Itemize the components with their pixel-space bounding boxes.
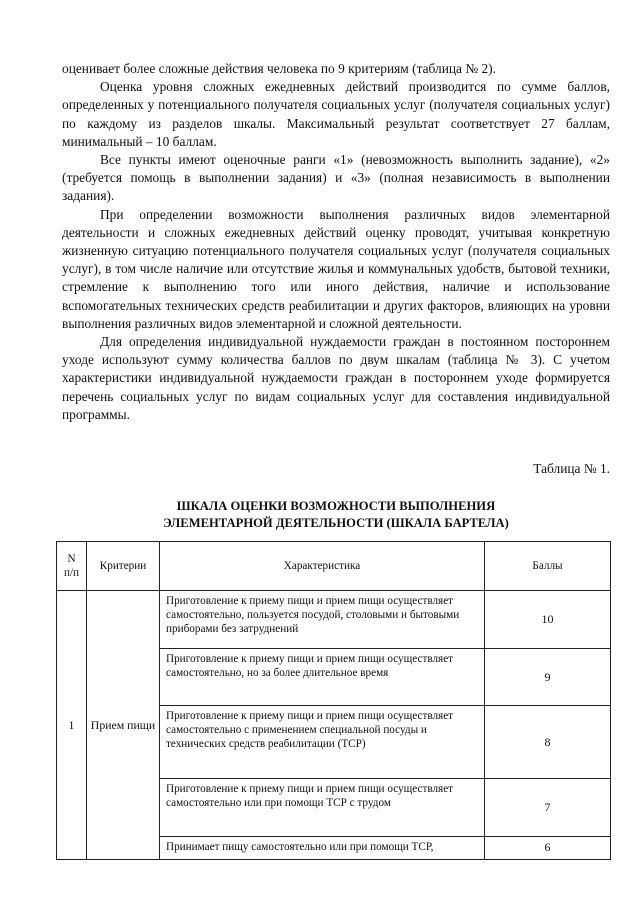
row-points: 8 xyxy=(485,706,611,779)
row-criterion: Прием пищи xyxy=(87,591,160,860)
header-characteristic: Характеристика xyxy=(160,542,485,591)
paragraph-4: При определении возможности выполнения различных видов элементарной деятельности и сложных ежедневных действий оценку проводят, учитывая конкретную жизненную ситуацию потенциального получателя социальных услуг (получателя социальных услуг), в том числе наличие или отсутствие жилья и коммунальных удобств, бытовой техники, стремление к выполнению того или иного действия, наличие и использование вспомогательных технических средств реабилитации и других факторов, влияющих на уровни выполнения различных видов элементарной и сложной деятельности. xyxy=(62,206,610,331)
row-characteristic: Приготовление к приему пищи и прием пищи осуществляет самостоятельно или при помощи ТСР с трудом xyxy=(160,779,485,837)
header-number-line-2: п/п xyxy=(63,567,80,580)
header-number-line-1: N xyxy=(67,553,76,566)
table-title xyxy=(62,498,610,532)
row-points: 9 xyxy=(485,649,611,706)
row-points: 6 xyxy=(485,837,611,860)
barthel-scale-table xyxy=(56,541,611,860)
paragraph-2: Оценка уровня сложных ежедневных действий производится по сумме баллов, определенных у потенциального получателя социальных услуг (получателя социальных услуг) по каждому из разделов шкалы. Максимальный результат соответствует 27 баллам, минимальный – 10 баллам. xyxy=(62,79,610,149)
row-characteristic: Принимает пищу самостоятельно или при помощи ТСР, xyxy=(160,837,485,860)
row-characteristic: Приготовление к приему пищи и прием пищи осуществляет самостоятельно, пользуется посудой, столовыми и бытовыми приборами без затруднений xyxy=(160,591,485,649)
table-title-line-2: ЭЛЕМЕНТАРНОЙ ДЕЯТЕЛЬНОСТИ (ШКАЛА БАРТЕЛА) xyxy=(163,516,509,531)
paragraph-5: Для определения индивидуальной нуждаемости граждан в постоянном постороннем уходе используют сумму количества баллов по двум шкалам (таблица № 3). С учетом характеристики индивидуальной нуждаемости граждан в постороннем уходе формируется перечень социальных услуг по видам социальных услуг для составления индивидуальной программы. xyxy=(62,334,610,422)
paragraph-1: оценивает более сложные действия человека по 9 критериям (таблица № 2). xyxy=(62,61,496,76)
header-points: Баллы xyxy=(485,542,611,591)
header-criterion: Критерии xyxy=(87,542,160,591)
row-points: 10 xyxy=(485,591,611,649)
table-row xyxy=(57,591,611,649)
table-header-row xyxy=(57,542,611,591)
header-number xyxy=(57,542,87,591)
table-title-line-1: ШКАЛА ОЦЕНКИ ВОЗМОЖНОСТИ ВЫПОЛНЕНИЯ xyxy=(176,499,496,514)
row-points: 7 xyxy=(485,779,611,837)
paragraph-3: Все пункты имеют оценочные ранги «1» (невозможность выполнить задание), «2» (требуется помощь в выполнении задания) и «3» (полная независимость в выполнении задания). xyxy=(62,152,610,204)
row-characteristic: Приготовление к приему пищи и прием пищи осуществляет самостоятельно, но за более длительное время xyxy=(160,649,485,706)
document-page xyxy=(62,60,610,860)
table-number: Таблица № 1. xyxy=(533,461,610,477)
row-characteristic: Приготовление к приему пищи и прием пищи осуществляет самостоятельно с применением специальной посуды и технических средств реабилитации (ТСР) xyxy=(160,706,485,779)
row-number: 1 xyxy=(57,591,87,860)
